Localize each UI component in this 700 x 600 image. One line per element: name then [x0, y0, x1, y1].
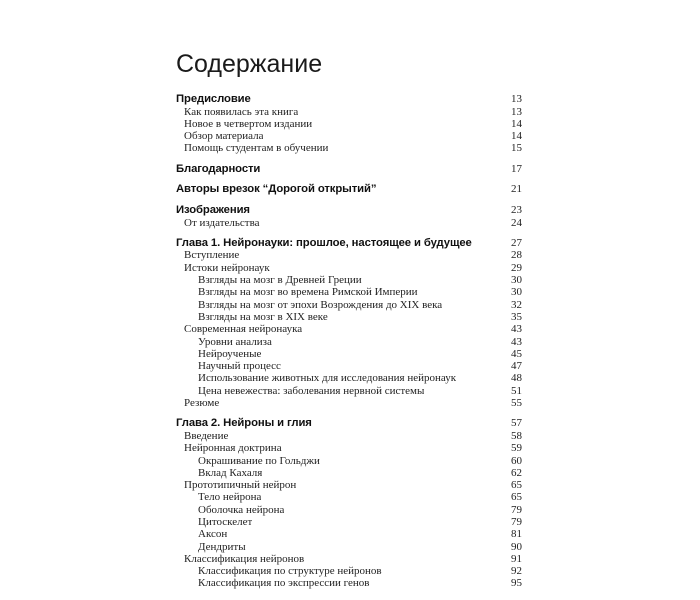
toc-page-number: 79	[511, 515, 522, 528]
toc-page-number: 57	[511, 417, 522, 430]
toc-entry	[176, 262, 522, 274]
toc-entry-title: Резюме	[184, 397, 220, 410]
toc-page-number: 17	[511, 162, 522, 175]
toc-entry-title: Прототипичный нейрон	[184, 479, 297, 492]
toc-entry-title: Как появилась эта книга	[184, 105, 299, 118]
toc-page-number: 92	[511, 565, 522, 578]
toc-section	[176, 237, 522, 250]
toc-subentry	[176, 504, 522, 516]
toc-page-number: 23	[511, 203, 522, 216]
toc-section	[176, 93, 522, 106]
toc-entry	[176, 249, 522, 261]
toc-entry-title: Введение	[184, 429, 229, 442]
toc-page-number: 29	[511, 261, 522, 274]
toc-subentry	[176, 348, 522, 360]
toc-entry-title: Взгляды на мозг в Древней Греции	[198, 274, 362, 287]
toc-page-number: 81	[511, 528, 522, 541]
toc-subentry	[176, 385, 522, 397]
toc-entry-title: Оболочка нейрона	[198, 503, 285, 516]
toc-page-number: 91	[511, 552, 522, 565]
toc-entry-title: Цена невежества: заболевания нервной системы	[198, 384, 425, 397]
table-of-contents	[176, 93, 522, 590]
toc-entry-title: Классификация по структуре нейронов	[198, 565, 382, 578]
toc-subentry	[176, 565, 522, 577]
toc-entry	[176, 217, 522, 229]
toc-entry	[176, 118, 522, 130]
toc-page-number: 30	[511, 286, 522, 299]
toc-page-number: 95	[511, 577, 522, 590]
toc-entry-title: Глава 1. Нейронауки: прошлое, настоящее и будущее	[176, 236, 472, 249]
toc-page-number: 43	[511, 335, 522, 348]
toc-subentry	[176, 577, 522, 589]
toc-entry-title: Нейроученые	[198, 347, 262, 360]
toc-entry-title: Глава 2. Нейроны и глия	[176, 417, 312, 430]
toc-page-number: 62	[511, 466, 522, 479]
toc-subentry	[176, 274, 522, 286]
toc-entry	[176, 479, 522, 491]
toc-section	[176, 417, 522, 430]
toc-entry-title: Взгляды на мозг в XIX веке	[198, 310, 328, 323]
toc-entry-title: Благодарности	[176, 162, 261, 175]
toc-page-number: 90	[511, 540, 522, 553]
toc-subentry	[176, 491, 522, 503]
toc-entry	[176, 430, 522, 442]
toc-page-number: 43	[511, 323, 522, 336]
toc-page-number: 32	[511, 298, 522, 311]
toc-page-number: 47	[511, 360, 522, 373]
toc-subentry	[176, 299, 522, 311]
toc-page-number: 27	[511, 236, 522, 249]
toc-page-number: 24	[511, 216, 522, 229]
toc-subentry	[176, 286, 522, 298]
toc-page-number: 21	[511, 183, 522, 196]
toc-entry-title: Нейронная доктрина	[184, 442, 282, 455]
toc-entry-title: Вступление	[184, 249, 240, 262]
toc-page-number: 15	[511, 142, 522, 155]
toc-entry-title: Истоки нейронаук	[184, 261, 270, 274]
toc-entry-title: Уровни анализа	[198, 335, 272, 348]
toc-entry-title: Использование животных для исследования нейронаук	[198, 372, 457, 385]
toc-page-number: 51	[511, 384, 522, 397]
toc-entry-title: Новое в четвертом издании	[184, 117, 313, 130]
toc-entry-title: Тело нейрона	[198, 491, 262, 504]
toc-page-number: 13	[511, 93, 522, 105]
toc-section	[176, 163, 522, 176]
toc-section	[176, 204, 522, 217]
toc-page-number: 35	[511, 310, 522, 323]
toc-subentry	[176, 516, 522, 528]
toc-entry-title: Взгляды на мозг от эпохи Возрождения до XIX века	[198, 298, 443, 311]
toc-entry-title: Цитоскелет	[198, 515, 253, 528]
toc-entry-title: От издательства	[184, 216, 260, 229]
toc-page-number: 48	[511, 372, 522, 385]
toc-entry	[176, 130, 522, 142]
toc-page-number: 60	[511, 454, 522, 467]
toc-page-number: 28	[511, 249, 522, 262]
toc-entry-title: Классификация по экспрессии генов	[198, 577, 370, 590]
toc-entry	[176, 553, 522, 565]
toc-page-number: 65	[511, 491, 522, 504]
toc-subentry	[176, 311, 522, 323]
toc-entry-title: Предисловие	[176, 93, 251, 105]
toc-subentry	[176, 360, 522, 372]
toc-page-number: 55	[511, 397, 522, 410]
toc-subentry	[176, 528, 522, 540]
toc-entry-title: Авторы врезок “Дорогой открытий”	[176, 183, 377, 196]
toc-subentry	[176, 372, 522, 384]
toc-page-number: 14	[511, 117, 522, 130]
toc-entry-title: Научный процесс	[198, 360, 281, 373]
page-title: Содержание	[176, 50, 323, 78]
toc-subentry	[176, 455, 522, 467]
toc-entry-title: Взгляды на мозг во времена Римской Империи	[198, 286, 418, 299]
toc-entry-title: Обзор материала	[184, 130, 264, 143]
toc-page-number: 59	[511, 442, 522, 455]
toc-entry	[176, 442, 522, 454]
toc-subentry	[176, 467, 522, 479]
toc-page-number: 45	[511, 347, 522, 360]
toc-subentry	[176, 336, 522, 348]
toc-entry-title: Изображения	[176, 203, 250, 216]
toc-entry	[176, 142, 522, 154]
toc-entry	[176, 323, 522, 335]
toc-entry-title: Классификация нейронов	[184, 552, 305, 565]
toc-entry-title: Аксон	[198, 528, 228, 541]
toc-entry	[176, 106, 522, 118]
toc-page-number: 13	[511, 105, 522, 118]
toc-entry-title: Дендриты	[198, 540, 246, 553]
toc-entry-title: Современная нейронаука	[184, 323, 303, 336]
toc-entry	[176, 397, 522, 409]
toc-page-number: 30	[511, 274, 522, 287]
toc-entry-title: Окрашивание по Гольджи	[198, 454, 320, 467]
toc-section	[176, 183, 522, 196]
toc-entry-title: Помощь студентам в обучении	[184, 142, 329, 155]
toc-page-number: 58	[511, 429, 522, 442]
toc-entry-title: Вклад Кахаля	[198, 466, 263, 479]
toc-page-number: 65	[511, 479, 522, 492]
toc-page-number: 79	[511, 503, 522, 516]
toc-page-number: 14	[511, 130, 522, 143]
toc-subentry	[176, 541, 522, 553]
